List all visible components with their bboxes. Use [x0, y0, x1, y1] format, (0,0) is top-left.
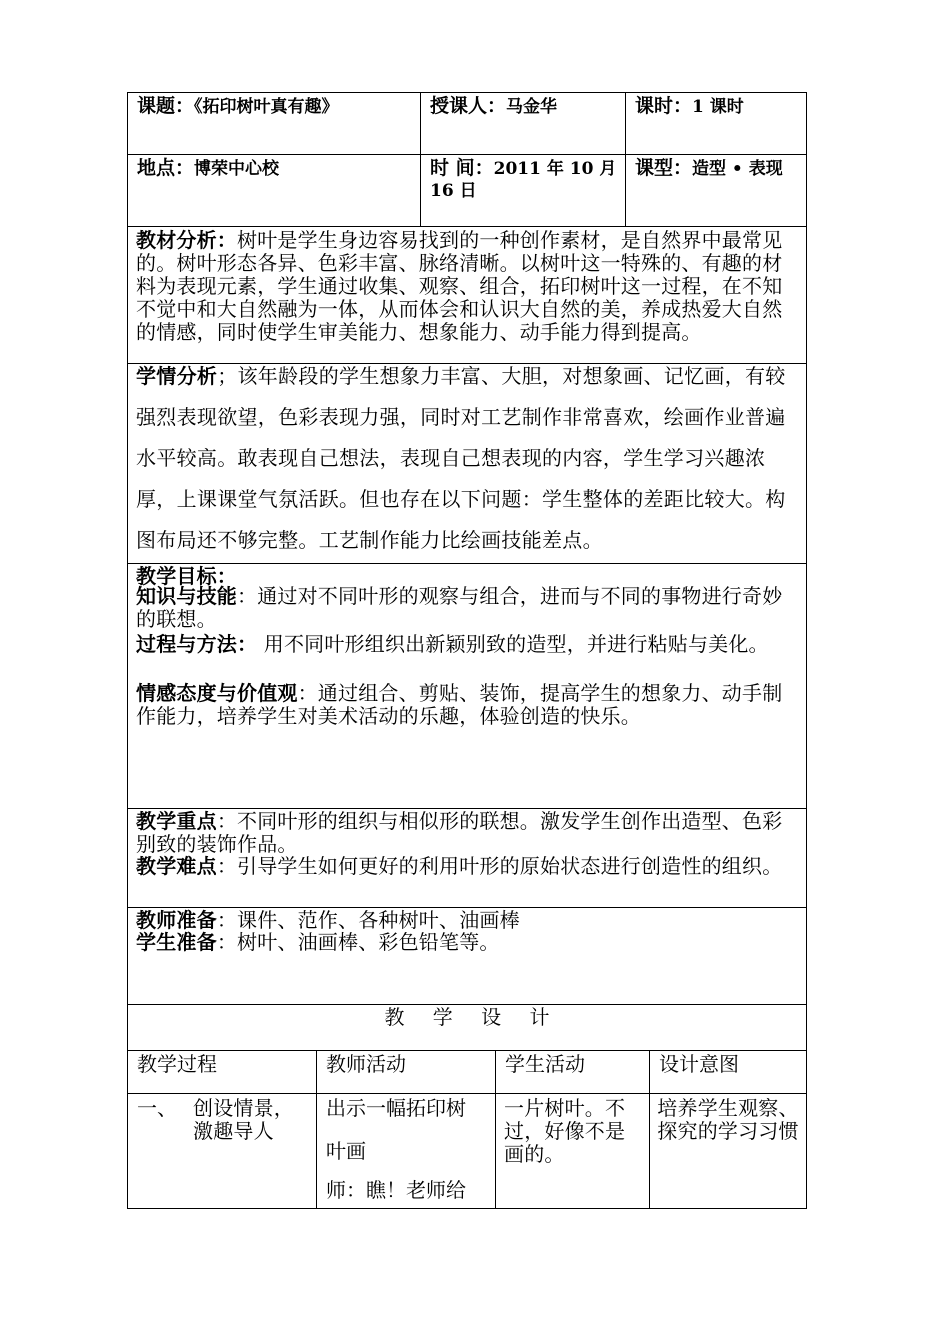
goals-process: [136, 633, 800, 656]
time-label: 时 间：: [430, 157, 494, 179]
row1-process-text: 创设情景，激趣导人: [193, 1096, 294, 1143]
type-label: 课型：: [635, 157, 693, 179]
focus-paragraph: [136, 810, 800, 856]
students-text: ；该年龄段的学生想象力丰富、大胆，对想象画、记忆画，有较强烈表现欲望，色彩表现力强，同时对工艺制作非常喜欢，绘画作业普遍水平较高。敢表现自己想法，表现自己想表现的内容，学生学习兴趣浓厚，上课课堂气氛活跃。但也存在以下问题：学生整体的差距比较大。构图布局还不够完整。工艺制作能力比绘画技能差点。: [136, 364, 786, 552]
row1-student-text: 一片树叶。不过，好像不是画的。: [504, 1096, 626, 1166]
col-header-process: 教学过程: [137, 1052, 217, 1076]
period-line: [635, 95, 744, 119]
row1-teacher-line1: 出示一幅拓印树: [326, 1096, 466, 1120]
teacher-label: 授课人：: [430, 95, 507, 117]
process-text: 用不同叶形组织出新颖别致的造型，并进行粘贴与美化。: [257, 632, 769, 656]
topic-line: [137, 95, 339, 119]
place-line: [137, 157, 279, 181]
row1-teacher-line3: 师：瞧！老师给: [326, 1178, 466, 1202]
period-value: 1 课时: [692, 97, 744, 117]
type-line: [635, 157, 783, 181]
goals-title: 教学目标：: [136, 564, 237, 588]
material-paragraph: [136, 229, 800, 344]
topic-label: 课题：: [137, 95, 195, 117]
time-line-1: [430, 157, 616, 181]
type-value: 造型 • 表现: [692, 159, 783, 179]
focus-label: 教学重点: [136, 809, 217, 833]
student-prep-text: ：树叶、油画棒、彩色铅笔等。: [216, 930, 500, 954]
col-header-student: 学生活动: [505, 1052, 585, 1076]
student-prep: [136, 931, 500, 954]
place-value: 博荣中心校: [194, 159, 280, 179]
students-paragraph: [136, 356, 800, 561]
difficulty-paragraph: [136, 855, 800, 878]
students-label: 学情分析: [136, 364, 218, 388]
row1-process-num: 一、: [137, 1096, 177, 1120]
material-text: 树叶是学生身边容易找到的一种创作素材，是自然界中最常见的。树叶形态各异、色彩丰富、脉络清晰。以树叶这一特殊的、有趣的材料为表现元素，学生通过收集、观察、组合，拓印树叶这一过程，在不知不觉中和大自然融为一体，从而体会和认识大自然的美，养成热爱大自然的情感，同时使学生审美能力、想象能力、动手能力得到提高。: [136, 228, 783, 344]
goals-knowledge: [136, 585, 800, 631]
emotion-label: 情感态度与价值观: [136, 681, 298, 705]
process-label: 过程与方法：: [136, 632, 258, 656]
period-label: 课时：: [635, 95, 693, 117]
design-title: 教 学 设 计: [384, 1005, 550, 1029]
teacher-value: 马金华: [506, 97, 558, 117]
teacher-prep-label: 教师准备: [136, 908, 217, 932]
difficulty-label: 教学难点: [136, 854, 217, 878]
teacher-prep-text: ：课件、范作、各种树叶、油画棒: [216, 908, 520, 932]
time-value-2: 16 日: [430, 181, 477, 201]
focus-text: ：不同叶形的组织与相似形的联想。激发学生创作出造型、色彩别致的装饰作品。: [136, 809, 783, 856]
material-label: 教材分析：: [136, 228, 237, 252]
topic-value: 《拓印树叶真有趣》: [194, 97, 339, 117]
time-value-1: 2011 年 10 月: [493, 159, 617, 179]
teacher-line: [430, 95, 557, 119]
teacher-prep: [136, 909, 520, 932]
student-prep-label: 学生准备: [136, 930, 217, 954]
col-header-intent: 设计意图: [659, 1052, 739, 1076]
place-label: 地点：: [137, 157, 195, 179]
knowledge-text: ：通过对不同叶形的观察与组合，进而与不同的事物进行奇妙的联想。: [136, 584, 783, 631]
knowledge-label: 知识与技能: [136, 584, 237, 608]
goals-emotion: [136, 682, 800, 728]
emotion-text: ：通过组合、剪贴、装饰，提高学生的想象力、动手制作能力，培养学生对美术活动的乐趣，体验创造的快乐。: [136, 681, 783, 728]
col-header-teacher: 教师活动: [326, 1052, 406, 1076]
difficulty-text: ：引导学生如何更好的利用叶形的原始状态进行创造性的组织。: [216, 854, 783, 878]
row1-intent-text: 培养学生观察、探究的学习习惯: [657, 1096, 799, 1143]
row1-teacher-line2: 叶画: [326, 1139, 366, 1163]
